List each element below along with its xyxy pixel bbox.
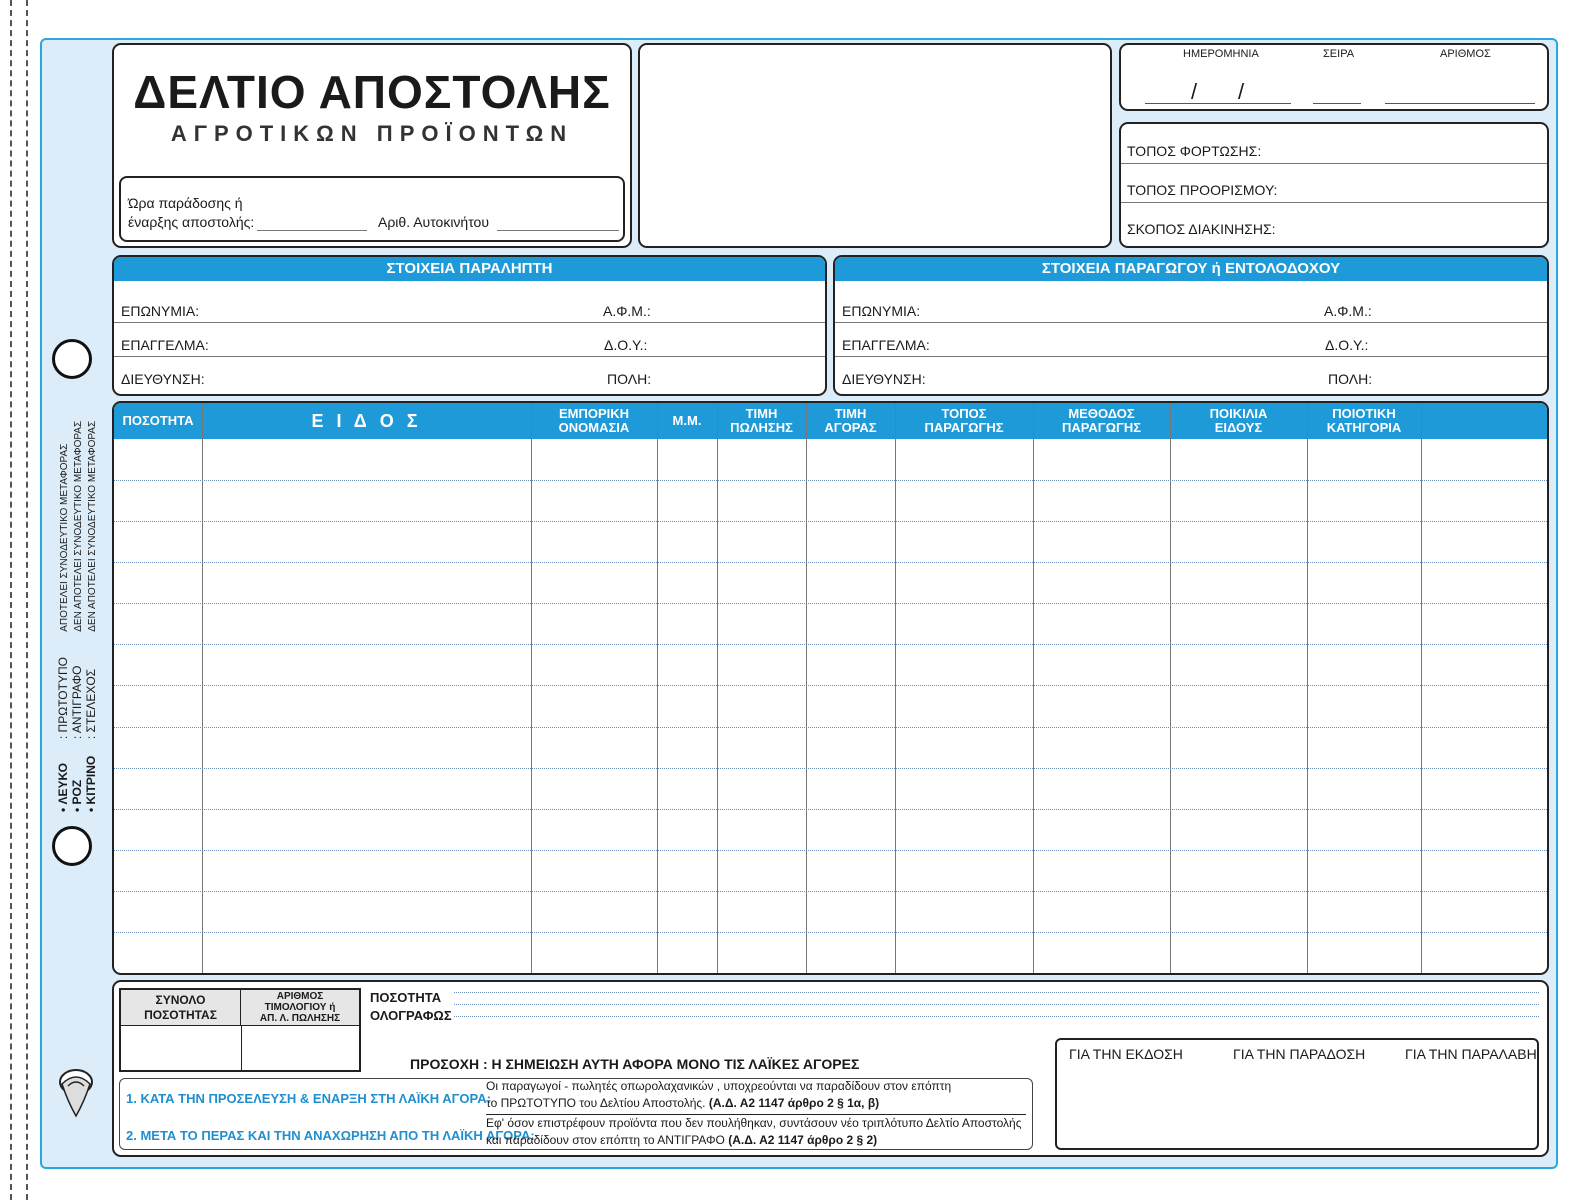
- signature-receipt-label: ΓΙΑ ΤΗΝ ΠΑΡΑΛΑΒΗ: [1405, 1046, 1537, 1062]
- column-header-line-2: ΠΩΛΗΣΗΣ: [730, 420, 793, 435]
- producer-doy-label: Δ.Ο.Υ.:: [1325, 337, 1369, 353]
- recipient-occupation-label: ΕΠΑΓΓΕΛΜΑ:: [121, 337, 209, 353]
- destination-label: ΤΟΠΟΣ ΠΡΟΟΡΙΣΜΟΥ:: [1127, 182, 1278, 198]
- column-divider: [1307, 403, 1308, 975]
- recipient-address-label: ΔΙΕΥΘΥΝΣΗ:: [121, 371, 205, 387]
- footer-box: [112, 980, 1549, 1157]
- table-row[interactable]: [114, 562, 1547, 563]
- title-box: [112, 43, 632, 248]
- producer-afm-label: Α.Φ.Μ.:: [1324, 303, 1372, 319]
- producer-name-label: ΕΠΩΝΥΜΙΑ:: [842, 303, 921, 319]
- series-field[interactable]: [1313, 103, 1361, 104]
- vehicle-number-field[interactable]: [497, 230, 619, 231]
- recipient-doy-label: Δ.Ο.Υ.:: [604, 337, 648, 353]
- document-meta-box: [1119, 43, 1549, 111]
- column-header-line-2: ΕΙΔΟΥΣ: [1214, 420, 1263, 435]
- producer-city-label: ΠΟΛΗ:: [1328, 371, 1373, 387]
- date-separator-2: /: [1238, 79, 1245, 104]
- delivery-time-label-2: έναρξης αποστολής:: [128, 214, 255, 230]
- signature-issue-label: ΓΙΑ ΤΗΝ ΕΚΔΟΣΗ: [1069, 1046, 1183, 1062]
- number-field[interactable]: [1385, 103, 1535, 104]
- column-header-line-1: ΠΟΙΚΙΛΙΑ: [1209, 406, 1268, 421]
- quantity-in-words-label-1: ΠΟΣΟΤΗΤΑ: [370, 990, 442, 1005]
- delivery-time-field[interactable]: [257, 230, 367, 231]
- perforation-line-left: [10, 0, 12, 1200]
- column-header-2: [531, 403, 657, 439]
- quantity-in-words-line[interactable]: [454, 1016, 1539, 1017]
- column-divider: [531, 403, 532, 975]
- recipient-name-label: ΕΠΩΝΥΜΙΑ:: [121, 303, 200, 319]
- total-quantity-field[interactable]: [121, 1026, 242, 1070]
- producer-header: ΣΤΟΙΧΕΙΑ ΠΑΡΑΓΩΓΟΥ ή ΕΝΤΟΛΟΔΟΧΟΥ: [835, 257, 1547, 281]
- recipient-box: [112, 255, 827, 396]
- column-header-line-2: ΑΓΟΡΑΣ: [824, 420, 877, 435]
- column-header-4: [717, 403, 806, 439]
- table-row[interactable]: [114, 685, 1547, 686]
- column-header-line-1: ΤΙΜΗ: [834, 406, 867, 421]
- invoice-number-header: [241, 990, 359, 1026]
- number-label: ΑΡΙΘΜΟΣ: [1440, 48, 1491, 60]
- column-header-line-1: Ε Ι Δ Ο Σ: [311, 411, 422, 431]
- column-divider: [1170, 403, 1171, 975]
- delivery-time-label-1: Ώρα παράδοσης ή: [128, 195, 243, 211]
- recipient-occupation-field[interactable]: [114, 356, 825, 357]
- table-row[interactable]: [114, 727, 1547, 728]
- copy-legend: • ΛΕΥΚΟ : ΠΡΩΤΟΤΥΠΟ ΑΠΟΤΕΛΕΙ ΣΥΝΟΔΕΥΤΙΚΟ ΜΕΤΑΦΟΡΑΣ • ΡΟΖ : ΑΝΤΙΓΡΑΦΟ ΔΕΝ ΑΠΟΤΕΛΕΙ ΣΥΝΟΔΕΥΤΙΚΟ ΜΕΤΑΦΟΡΑΣ • ΚΙΤΡΙΝΟ : ΣΤΕΛΕΧΟΣ ΔΕΝ ΑΠΟΤΕΛΕΙ ΣΥΝΟΔΕΥΤΙΚΟ ΜΕΤΑΦΟΡΑΣ: [56, 420, 98, 812]
- producer-occupation-field[interactable]: [835, 356, 1547, 357]
- recipient-header: ΣΤΟΙΧΕΙΑ ΠΑΡΑΛΗΠΤΗ: [114, 257, 825, 281]
- step2-text-1: Εφ' όσον επιστρέφουν προϊόντα που δεν πουλήθηκαν, συντάσουν νέο τριπλότυπο Δελτίο Αποστολής: [486, 1116, 1022, 1130]
- total-quantity-label-2: ΠΟΣΟΤΗΤΑΣ: [144, 1008, 217, 1022]
- producer-box: [833, 255, 1549, 396]
- totals-grid: [119, 988, 361, 1072]
- step2-title: 2. ΜΕΤΑ ΤΟ ΠΕΡΑΣ ΚΑΙ ΤΗΝ ΑΝΑΧΩΡΗΣΗ ΑΠΟ ΤΗ ΛΑΪΚΗ ΑΓΟΡΑ:: [126, 1128, 535, 1143]
- total-quantity-header: [121, 990, 241, 1026]
- column-header-7: [1033, 403, 1170, 439]
- invoice-number-label-2: ΤΙΜΟΛΟΓΙΟΥ ή: [264, 1002, 336, 1013]
- table-row[interactable]: [114, 603, 1547, 604]
- document-subtitle: ΑΓΡΟΤΙΚΩΝ ΠΡΟΪΟΝΤΩΝ: [170, 121, 574, 146]
- column-header-5: [806, 403, 895, 439]
- invoice-number-label-1: ΑΡΙΘΜΟΣ: [276, 991, 324, 1002]
- stamp-area: [638, 43, 1112, 248]
- column-divider: [806, 403, 807, 975]
- total-quantity-label-1: ΣΥΝΟΛΟ: [155, 993, 206, 1007]
- table-row[interactable]: [114, 932, 1547, 933]
- column-header-3: [657, 403, 717, 439]
- quantity-in-words-line[interactable]: [454, 1004, 1539, 1005]
- step1-text-2: το ΠΡΩΤΟΤΥΠΟ του Δελτίου Αποστολής. (Α.Δ. Α2 1147 άρθρο 2 § 1α, β): [486, 1096, 880, 1110]
- series-label: ΣΕΙΡΑ: [1323, 48, 1355, 60]
- column-header-6: [895, 403, 1033, 439]
- column-header-0: [114, 403, 202, 439]
- perforation-line-right: [26, 0, 28, 1200]
- publisher-logo-icon: [56, 1062, 96, 1120]
- column-divider: [1033, 403, 1034, 975]
- column-header-9: [1307, 403, 1421, 439]
- column-header-line-2: ΠΑΡΑΓΩΓΗΣ: [924, 420, 1004, 435]
- quantity-in-words-label-2: ΟΛΟΓΡΑΦΩΣ: [370, 1008, 452, 1023]
- recipient-afm-label: Α.Φ.Μ.:: [603, 303, 651, 319]
- column-header-line-1: ΠΟΙΟΤΙΚΗ: [1332, 406, 1396, 421]
- loading-place-label: ΤΟΠΟΣ ΦΟΡΤΩΣΗΣ:: [1127, 143, 1262, 159]
- column-header-line-1: ΕΜΠΟΡΙΚΗ: [558, 406, 630, 421]
- step1-title: 1. ΚΑΤΑ ΤΗΝ ΠΡΟΣΕΛΕΥΣΗ & ΕΝΑΡΞΗ ΣΤΗ ΛΑΪΚΗ ΑΓΟΡΑ:: [126, 1091, 491, 1106]
- step2-text-2: και παραδίδουν στον επόπτη το ΑΝΤΙΓΡΑΦΟ (Α.Δ. Α2 1147 άρθρο 2 § 2): [486, 1133, 878, 1147]
- table-row[interactable]: [114, 521, 1547, 522]
- invoice-number-field[interactable]: [241, 1026, 359, 1070]
- instructions-box: [119, 1078, 1033, 1150]
- column-header-10: [1421, 403, 1549, 439]
- destination-field[interactable]: [1121, 202, 1547, 203]
- binder-hole-icon: [52, 826, 92, 866]
- column-header-line-1: ΜΕΘΟΔΟΣ: [1068, 406, 1135, 421]
- table-row[interactable]: [114, 644, 1547, 645]
- table-row[interactable]: [114, 768, 1547, 769]
- column-header-line-1: Μ.Μ.: [672, 413, 702, 428]
- signatures-box: [1055, 1038, 1539, 1150]
- shipping-box: [1119, 122, 1549, 248]
- date-separator-1: /: [1191, 79, 1198, 104]
- binder-hole-icon: [52, 339, 92, 379]
- table-row[interactable]: [114, 850, 1547, 851]
- items-table: [112, 401, 1549, 975]
- purpose-label: ΣΚΟΠΟΣ ΔΙΑΚΙΝΗΣΗΣ:: [1127, 221, 1276, 237]
- column-divider: [202, 403, 203, 975]
- column-header-line-1: ΤΟΠΟΣ: [941, 406, 987, 421]
- notice-text: ΠΡΟΣΟΧΗ : Η ΣΗΜΕΙΩΣΗ ΑΥΤΗ ΑΦΟΡΑ ΜΟΝΟ ΤΙΣ ΛΑΪΚΕΣ ΑΓΟΡΕΣ: [410, 1056, 860, 1072]
- table-row[interactable]: [114, 891, 1547, 892]
- producer-address-label: ΔΙΕΥΘΥΝΣΗ:: [842, 371, 926, 387]
- column-header-line-2: ΠΑΡΑΓΩΓΗΣ: [1061, 420, 1142, 435]
- producer-occupation-label: ΕΠΑΓΓΕΛΜΑ:: [842, 337, 930, 353]
- column-header-1: [202, 403, 531, 439]
- delivery-box: [119, 176, 625, 242]
- table-row[interactable]: [114, 480, 1547, 481]
- producer-name-field[interactable]: [835, 322, 1547, 323]
- step1-text-1: Οι παραγωγοί - πωλητές οπωρολαχανικών , υποχρεούνται να παραδίδουν στον επόπτη: [486, 1079, 952, 1093]
- signature-delivery-label: ΓΙΑ ΤΗΝ ΠΑΡΑΔΟΣΗ: [1233, 1046, 1366, 1062]
- column-header-line-2: ΟΝΟΜΑΣΙΑ: [558, 420, 630, 435]
- instructions-divider: [486, 1114, 1026, 1115]
- column-divider: [717, 403, 718, 975]
- date-field[interactable]: [1145, 103, 1291, 104]
- loading-place-field[interactable]: [1121, 163, 1547, 164]
- date-label: ΗΜΕΡΟΜΗΝΙΑ: [1183, 48, 1259, 60]
- column-header-line-1: ΤΙΜΗ: [745, 406, 778, 421]
- recipient-name-field[interactable]: [114, 322, 825, 323]
- vehicle-number-label: Αριθ. Αυτοκινήτου: [378, 214, 489, 230]
- recipient-city-label: ΠΟΛΗ:: [607, 371, 652, 387]
- column-header-line-1: ΠΟΣΟΤΗΤΑ: [122, 413, 194, 428]
- table-row[interactable]: [114, 809, 1547, 810]
- column-divider: [895, 403, 896, 975]
- quantity-in-words-line[interactable]: [454, 992, 1539, 993]
- column-divider: [1421, 403, 1422, 975]
- column-header-8: [1170, 403, 1307, 439]
- column-divider: [657, 403, 658, 975]
- column-header-line-2: ΚΑΤΗΓΟΡΙΑ: [1326, 420, 1402, 435]
- document-title: ΔΕΛΤΙΟ ΑΠΟΣΤΟΛΗΣ: [133, 66, 611, 118]
- invoice-number-label-3: ΑΠ. Λ. ΠΩΛΗΣΗΣ: [259, 1013, 341, 1024]
